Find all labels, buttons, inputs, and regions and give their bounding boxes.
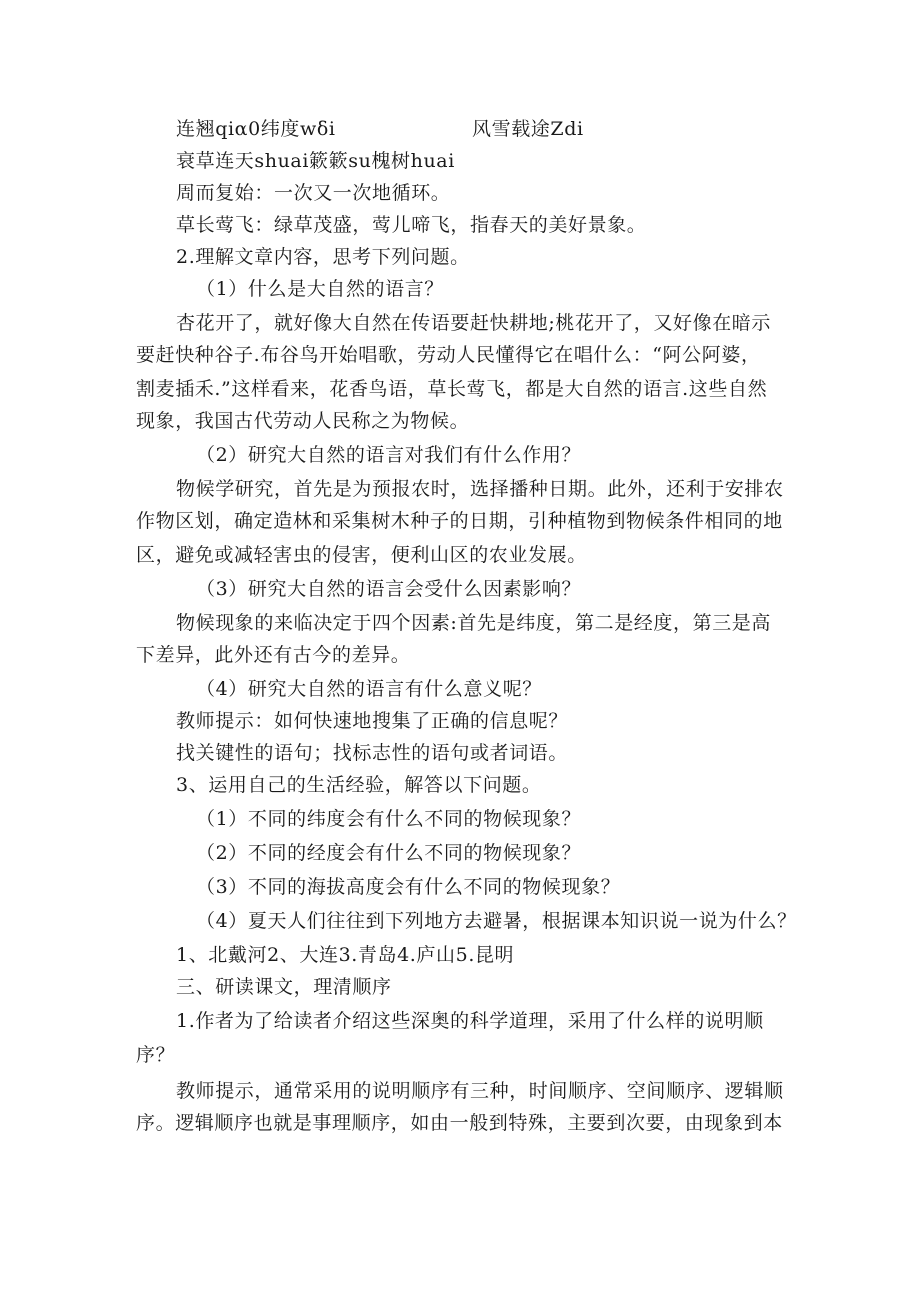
paragraph-line: 作物区划，确定造林和采集树木种子的日期，引种植物到物候条件相同的地: [136, 510, 783, 532]
paragraph-line: 1.作者为了给读者介绍这些深奥的科学道理，采用了什么样的说明顺: [176, 1010, 764, 1032]
paragraph-line: 物候现象的来临决定于四个因素:首先是纬度，第二是经度，第三是高: [176, 612, 772, 634]
vocab-text: 风雪载途Zdi: [472, 118, 584, 140]
question-line: （3）不同的海拔高度会有什么不同的物候现象？: [196, 876, 621, 898]
paragraph-line: 序？: [136, 1044, 176, 1066]
paragraph-line: 教师提示：如何快速地搜集了正确的信息呢？: [176, 710, 569, 732]
question-line: （2）不同的经度会有什么不同的物候现象？: [196, 842, 582, 864]
question-line: （3）研究大自然的语言会受什么因素影响？: [196, 578, 582, 600]
question-line: （4）夏天人们往往到下列地方去避暑，根据课本知识说一说为什么？: [196, 910, 797, 932]
question-line: （2）研究大自然的语言对我们有什么作用？: [196, 444, 582, 466]
vocab-text: 连翘qiα0纬度wδi: [176, 118, 336, 140]
paragraph-line: 杏花开了，就好像大自然在传语要赶快耕地;桃花开了，又好像在暗示: [176, 312, 772, 334]
vocab-line-1-right: [472, 116, 584, 142]
vocab-line-1: [176, 116, 336, 142]
definition-line: 周而复始：一次又一次地循环。: [176, 182, 451, 204]
question-line: （1）什么是大自然的语言？: [196, 278, 444, 300]
definition-line: 草长莺飞：绿草茂盛，莺儿啼飞，指春天的美好景象。: [176, 214, 647, 236]
paragraph-line: 要赶快种谷子.布谷鸟开始唱歌，劳动人民懂得它在唱什么：“阿公阿婆，: [136, 344, 761, 366]
paragraph-line: 教师提示，通常采用的说明顺序有三种，时间顺序、空间顺序、逻辑顺: [176, 1080, 784, 1102]
paragraph-line: 割麦插禾.”这样看来，花香鸟语，草长莺飞，都是大自然的语言.这些自然: [136, 378, 768, 400]
section-heading: 2.理解文章内容，思考下列问题。: [176, 246, 470, 268]
paragraph-line: 现象，我国古代劳动人民称之为物候。: [136, 410, 470, 432]
vocab-line-2: 衰草连天shuai簌簌su槐树huai: [176, 150, 455, 172]
paragraph-line: 序。逻辑顺序也就是事理顺序，如由一般到特殊，主要到次要，由现象到本: [136, 1112, 783, 1134]
question-line: （4）研究大自然的语言有什么意义呢？: [196, 678, 542, 700]
paragraph-line: 下差异，此外还有古今的差异。: [136, 644, 411, 666]
question-line: （1）不同的纬度会有什么不同的物候现象？: [196, 808, 582, 830]
section-heading: 三、研读课文，理清顺序: [176, 976, 392, 998]
paragraph-line: 物候学研究，首先是为预报农时，选择播种日期。此外，还利于安排农: [176, 478, 784, 500]
paragraph-line: 区，避免或减轻害虫的侵害，便利山区的农业发展。: [136, 544, 587, 566]
paragraph-line: 找关键性的语句；找标志性的语句或者词语。: [176, 742, 569, 764]
list-line: 1、北戴河2、大连3.青岛4.庐山5.昆明: [176, 944, 515, 966]
section-heading: 3、运用自己的生活经验，解答以下问题。: [176, 774, 542, 796]
